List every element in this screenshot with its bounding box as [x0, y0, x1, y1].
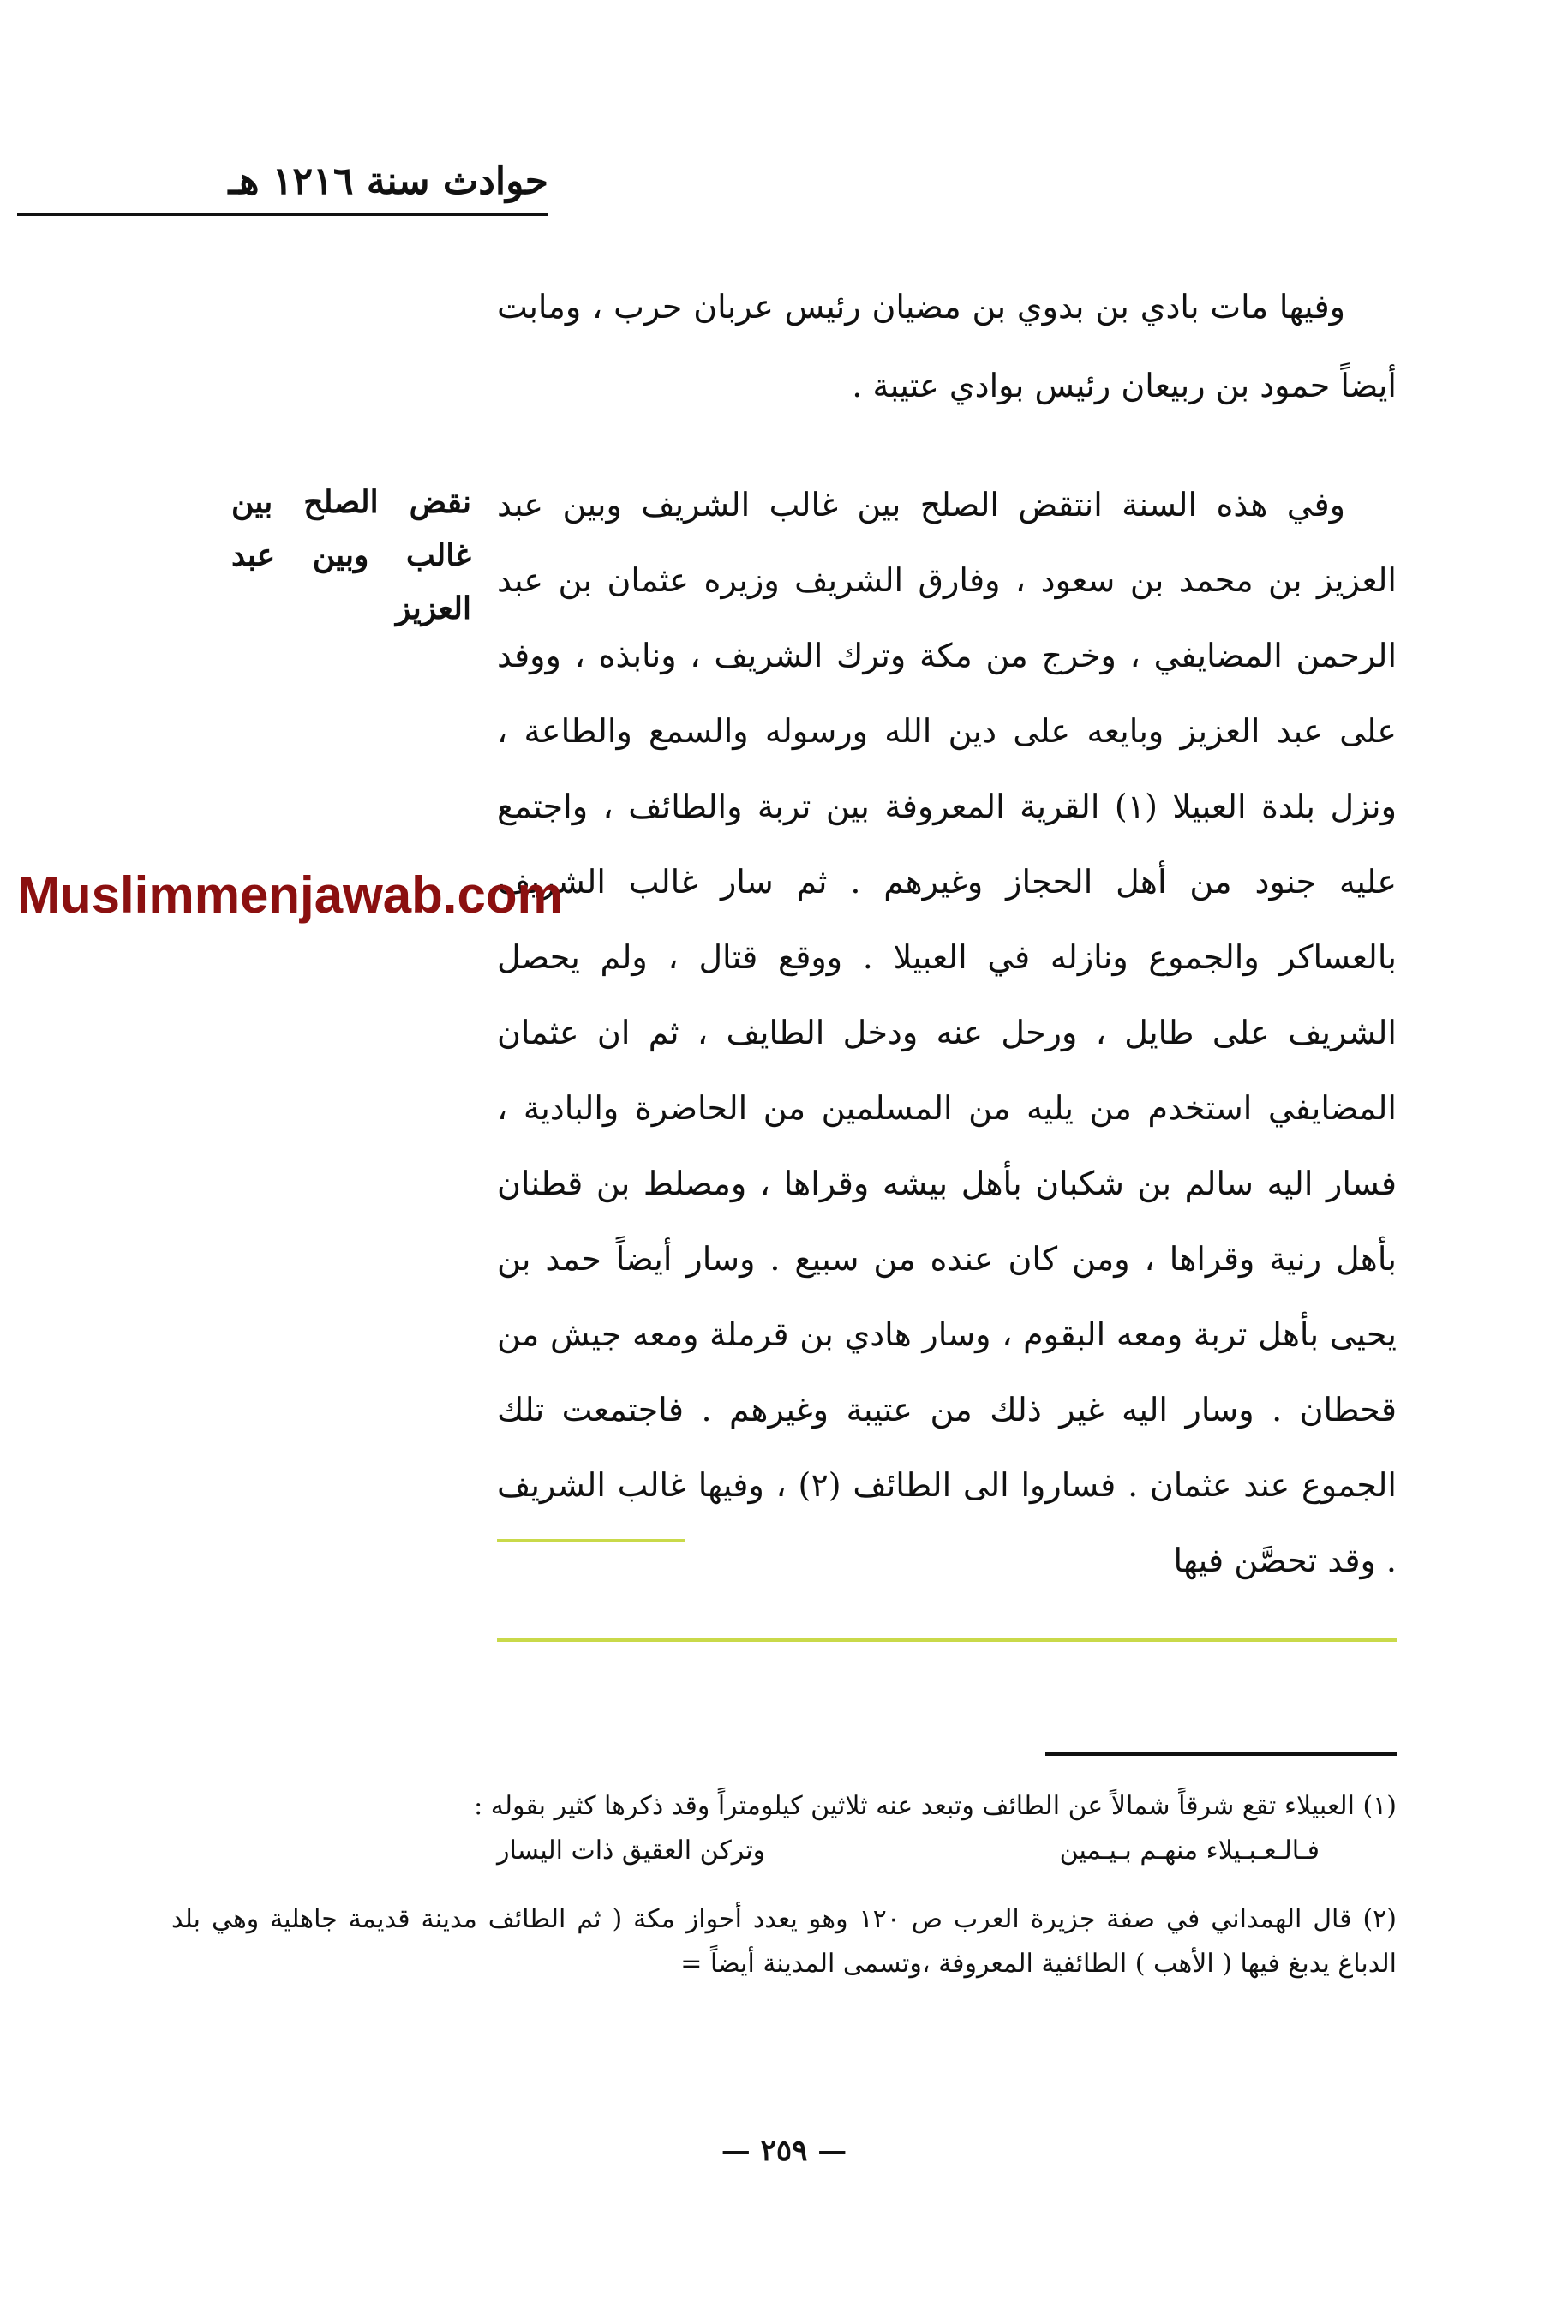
highlight-underline	[497, 1638, 1397, 1642]
side-note: نقض الصلح بين غالب وبين عبد العزيز	[231, 484, 471, 626]
page-number: — ٢٥٩ —	[721, 2134, 847, 2168]
footnote-verse	[171, 1829, 1397, 1873]
watermark: Muslimmenjawab.com	[17, 866, 563, 924]
paragraph-1	[497, 267, 1397, 425]
footnote-1: (١) العبيلاء تقع شرقاً شمالاً عن الطائف وتبعد عنه ثلاثين كيلومتراً وقد ذكرها كثير بقوله :	[474, 1791, 1397, 1821]
footnotes	[171, 1784, 1397, 1986]
paragraph-2	[497, 467, 1397, 1598]
verse-hemistich-2: وتركن العقيق ذات اليسار	[497, 1836, 766, 1866]
running-header: حوادث سنة ١٢١٦ هـ	[228, 159, 548, 203]
paragraph-1-text: وفيها مات بادي بن بدوي بن مضيان رئيس عربان حرب ، ومابت أيضاً حمود بن ربيعان رئيس بوادي عتيبة .	[497, 288, 1397, 404]
paragraph-2-text: وفي هذه السنة انتقض الصلح بين غالب الشريف وبين عبد العزيز بن محمد بن سعود ، وفارق الشريف وزيره عثمان بن عبد الرحمن المضايفي ، وخرج من مكة وترك الشريف ، ونابذه ، ووفد على عبد العزيز وبايعه على دين الله ورسوله والسمع والطاعة ، ونزل بلدة العبيلا (١) القرية المعروفة بين تربة والطائف ، واجتمع عليه جنود من أهل الحجاز وغيرهم . ثم سار غالب الشريف بالعساكر والجموع ونازله في العبيلا . ووقع قتال ، ولم يحصل الشريف على طايل ، ورحل عنه ودخل الطايف ، ثم ان عثمان المضايفي استخدم من يليه من المسلمين من الحاضرة والبادية ، فسار اليه سالم بن شكبان بأهل بيشه وقراها ، ومصلط بن قطنان بأهل رنية وقراها ، ومن كان عنده من سبيع . وسار أيضاً حمد بن يحيى بأهل تربة ومعه البقوم ، وسار هادي بن قرملة ومعه جيش من قحطان . وسار اليه غير ذلك من عتيبة وغيرهم . فاجتمعت تلك الجموع عند عثمان . فساروا الى الطائف (٢) ، وفيها غالب الشريف . وقد تحصَّن فيها	[497, 486, 1397, 1579]
highlight-underline	[497, 1539, 685, 1542]
verse-hemistich-1: فـالـعـبـيلاء منهـم بـيـمين	[1059, 1836, 1320, 1866]
header-rule	[17, 213, 548, 216]
footnote-rule	[1045, 1752, 1397, 1756]
footnote-2: (٢) قال الهمداني في صفة جزيرة العرب ص ١٢٠ وهو يعدد أحواز مكة ( ثم الطائف مدينة قديمة جاهلية وهي بلد الدباغ يدبغ فيها ( الأهب ) الطائفية المعروفة ،وتسمى المدينة أيضاً =	[171, 1904, 1397, 1979]
